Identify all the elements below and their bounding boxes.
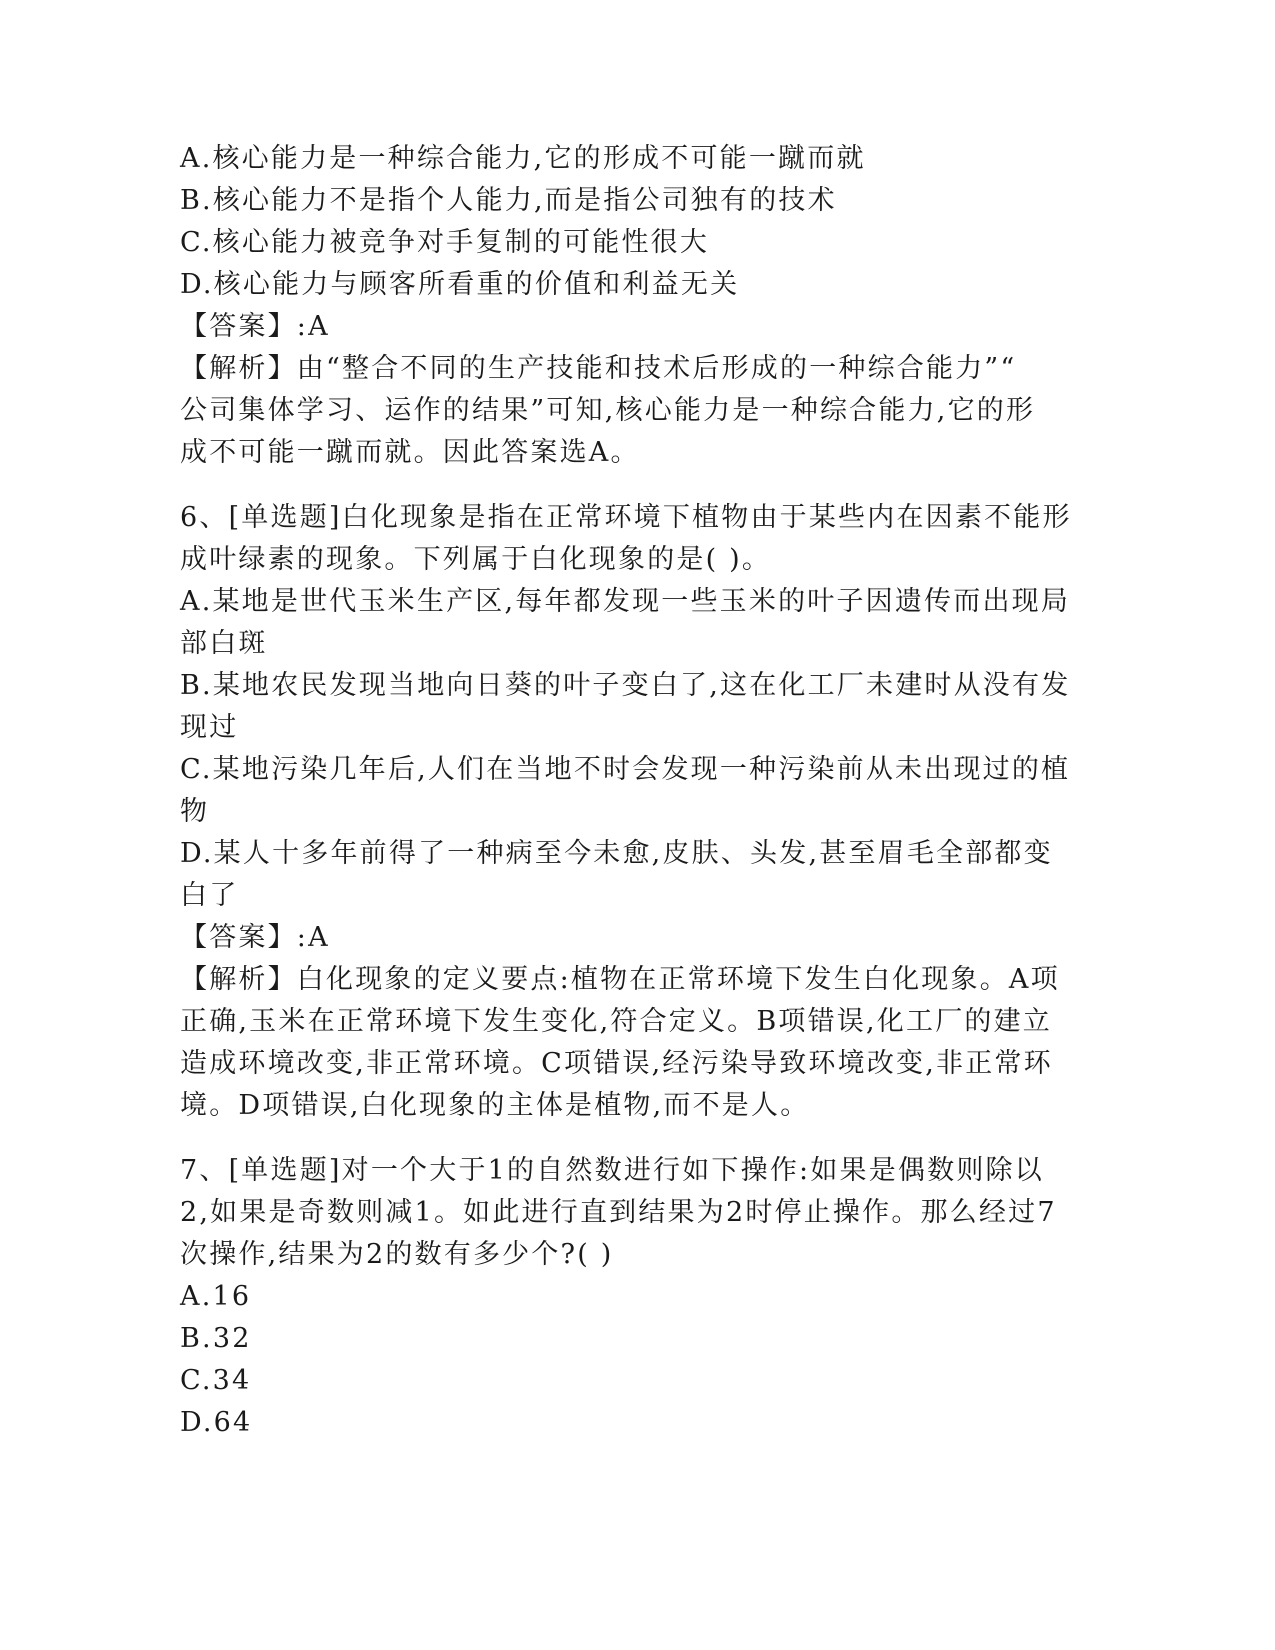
q7-stem-line: 2,如果是奇数则减1。如此进行直到结果为2时停止操作。那么经过7	[180, 1197, 1057, 1228]
q5-option-c: C.核心能力被竞争对手复制的可能性很大	[180, 227, 710, 258]
q6-analysis-line: 造成环境改变,非正常环境。C项错误,经污染导致环境改变,非正常环	[180, 1048, 1053, 1079]
q7-stem-line: 7、[单选题]对一个大于1的自然数进行如下操作:如果是偶数则除以	[180, 1155, 1044, 1186]
question-7-options	[180, 1276, 1080, 1444]
q6-answer: 【答案】:A	[180, 922, 330, 953]
q6-option-d: D.某人十多年前得了一种病至今未愈,皮肤、头发,甚至眉毛全部都变	[180, 838, 1053, 869]
q5-option-b: B.核心能力不是指个人能力,而是指公司独有的技术	[180, 185, 837, 216]
q5-option-d: D.核心能力与顾客所看重的价值和利益无关	[180, 269, 740, 300]
q7-option-a: A.16	[180, 1281, 252, 1312]
q5-analysis-line: 【解析】由“整合不同的生产技能和技术后形成的一种综合能力”“	[180, 353, 1017, 384]
q6-option-b: B.某地农民发现当地向日葵的叶子变白了,这在化工厂未建时从没有发	[180, 670, 1071, 701]
spacer	[180, 474, 1080, 497]
q6-analysis	[180, 959, 1080, 1127]
question-5-options	[180, 138, 1080, 306]
q6-analysis-line: 境。D项错误,白化现象的主体是植物,而不是人。	[180, 1090, 810, 1121]
q5-analysis-line: 公司集体学习、运作的结果”可知,核心能力是一种综合能力,它的形	[180, 395, 1036, 426]
q5-analysis	[180, 348, 1080, 474]
q6-option-d-cont: 白了	[180, 880, 239, 911]
q6-option-c-cont: 物	[180, 796, 210, 827]
document-page	[180, 138, 1080, 1444]
q5-option-a: A.核心能力是一种综合能力,它的形成不可能一蹴而就	[180, 143, 866, 174]
q7-option-d: D.64	[180, 1407, 253, 1438]
q6-option-a-cont: 部白斑	[180, 628, 268, 659]
q6-analysis-line: 【解析】白化现象的定义要点:植物在正常环境下发生白化现象。A项	[180, 964, 1060, 995]
q7-option-c: C.34	[180, 1365, 252, 1396]
q5-answer: 【答案】:A	[180, 311, 330, 342]
q6-option-b-cont: 现过	[180, 712, 239, 743]
q5-analysis-line: 成不可能一蹴而就。因此答案选A。	[180, 437, 640, 468]
q7-stem-line: 次操作,结果为2的数有多少个?( )	[180, 1239, 614, 1270]
q6-stem-line: 6、[单选题]白化现象是指在正常环境下植物由于某些内在因素不能形	[180, 502, 1072, 533]
q6-stem-line: 成叶绿素的现象。下列属于白化现象的是( )。	[180, 544, 772, 575]
q6-option-c: C.某地污染几年后,人们在当地不时会发现一种污染前从未出现过的植	[180, 754, 1071, 785]
q6-option-a: A.某地是世代玉米生产区,每年都发现一些玉米的叶子因遗传而出现局	[180, 586, 1071, 617]
spacer	[180, 1127, 1080, 1150]
q6-analysis-line: 正确,玉米在正常环境下发生变化,符合定义。B项错误,化工厂的建立	[180, 1006, 1052, 1037]
question-7-stem	[180, 1150, 1080, 1276]
q7-option-b: B.32	[180, 1323, 252, 1354]
question-6-options	[180, 581, 1080, 917]
question-6-stem	[180, 497, 1080, 581]
